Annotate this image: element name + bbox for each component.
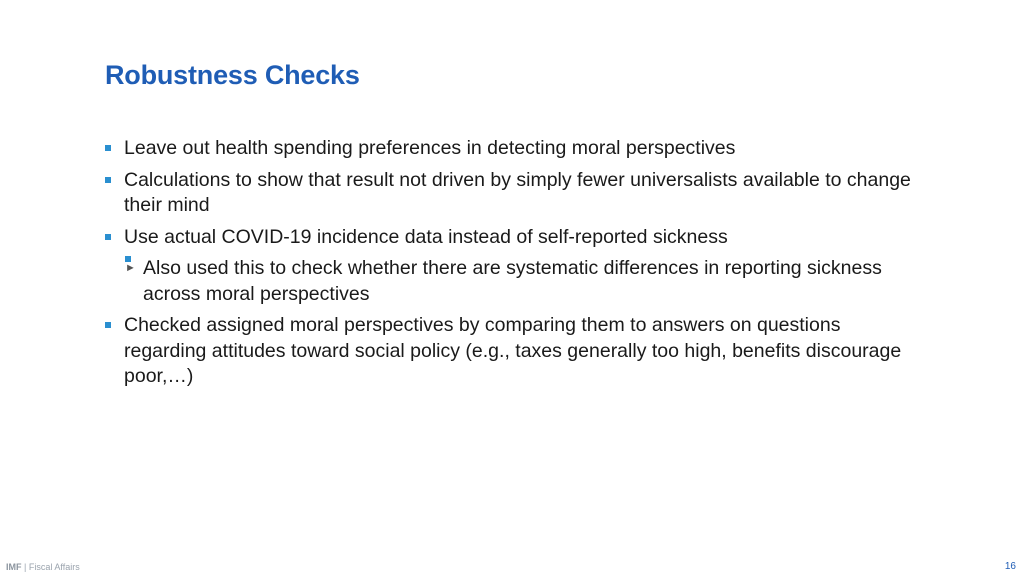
bullet-text: Leave out health spending preferences in detecting moral perspectives: [124, 137, 736, 159]
square-bullet-icon: [105, 234, 111, 240]
footer-department: Fiscal Affairs: [28, 562, 80, 572]
slide-title: Robustness Checks: [105, 60, 360, 90]
bullet-text: Calculations to show that result not driven by simply fewer universalists available to change their mind: [124, 168, 911, 216]
footer-source: [6, 562, 80, 572]
page-number: 16: [1004, 561, 1016, 572]
bullet-item: [104, 168, 924, 219]
bullet-item: [104, 313, 924, 390]
square-bullet-icon: [105, 322, 111, 328]
bullet-text: Checked assigned moral perspectives by comparing them to answers on questions regarding attitudes toward social policy (e.g., taxes generally too high, benefits discourage poor,…): [124, 314, 902, 387]
square-bullet-icon: [105, 177, 111, 183]
triangle-bullet-icon: ►: [125, 256, 131, 262]
footer-separator: |: [24, 562, 27, 572]
sub-bullet-list: [124, 256, 924, 307]
sub-bullet-item: [124, 256, 924, 307]
bullet-text: Use actual COVID-19 incidence data instead of self-reported sickness: [124, 225, 728, 248]
bullet-item: [104, 136, 924, 162]
square-bullet-icon: [105, 145, 111, 151]
bullet-list: [104, 136, 924, 396]
sub-bullet-text: Also used this to check whether there are systematic differences in reporting sickness across moral perspectives: [143, 257, 882, 305]
bullet-item: [104, 225, 924, 308]
footer-organization: IMF: [6, 562, 22, 572]
